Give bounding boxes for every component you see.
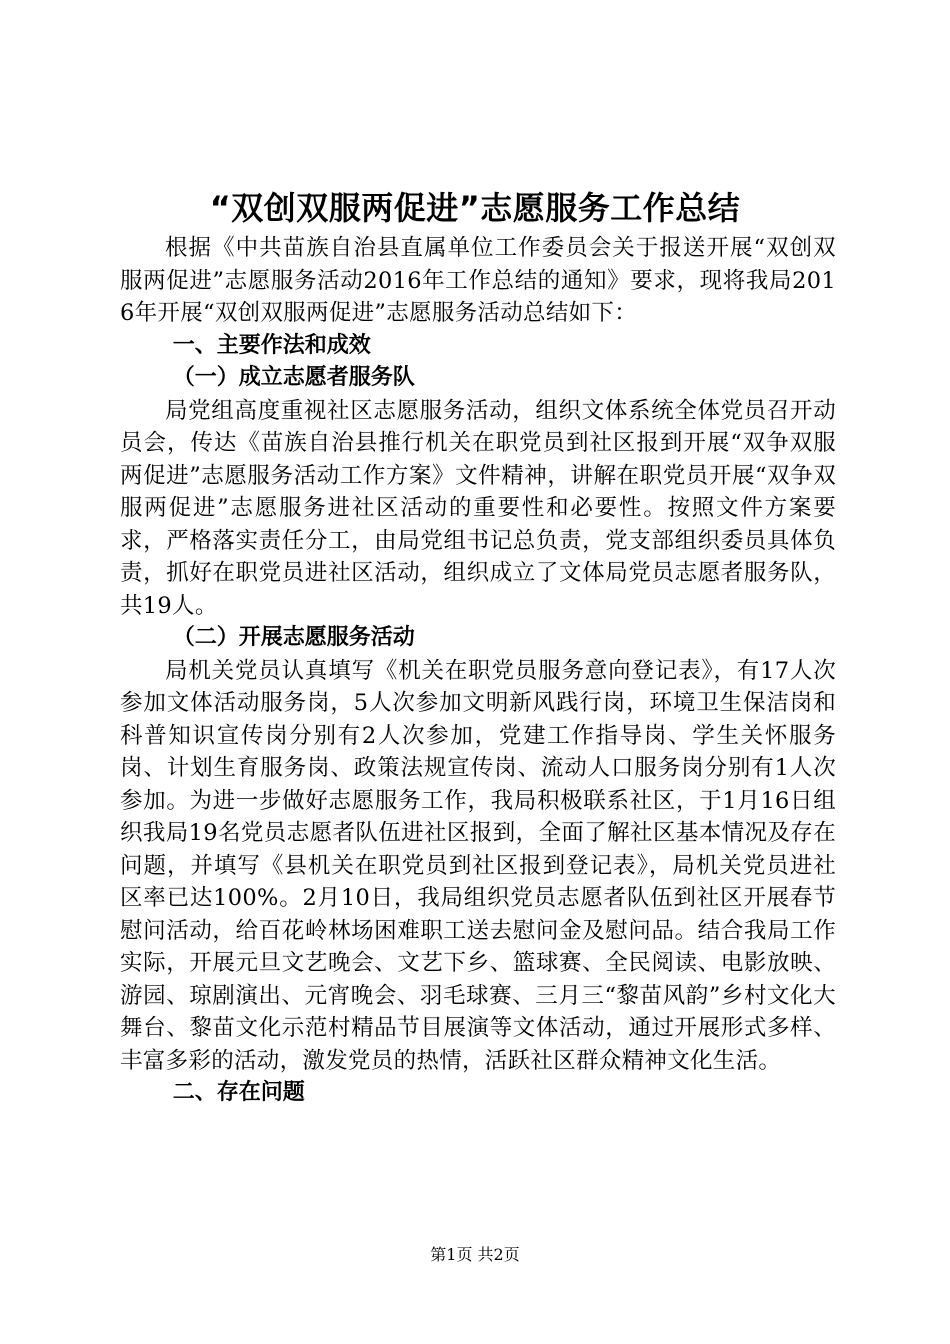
document-body (120, 232, 836, 1110)
subsection-heading-service-activities: （二）开展志愿服务活动 (172, 625, 415, 650)
page-number-footer: 第1页 共2页 (430, 1245, 520, 1264)
volunteer-team-paragraph: 局党组高度重视社区志愿服务活动，组织文体系统全体党员召开动员会，传达《苗族自治县推行机关在职党员到社区报到开展“双争双服两促进”志愿服务活动工作方案》文件精神，讲解在职党员开展“双争双服两促进”志愿服务进社区活动的重要性和必要性。按照文件方案要求，严格落实责任分工，由局党组书记总负责，党支部组织委员具体负责，抓好在职党员进社区活动，组织成立了文体局党员志愿者服务队，共19人。 (120, 397, 836, 619)
document-title: “双创双服两促进”志愿服务工作总结 (209, 189, 741, 227)
section-heading-problems: 二、存在问题 (172, 1080, 305, 1105)
subsection-heading-volunteer-team: （一）成立志愿者服务队 (172, 365, 415, 390)
service-activities-paragraph: 局机关党员认真填写《机关在职党员服务意向登记表》，有17人次参加文体活动服务岗，5人次参加文明新风践行岗，环境卫生保洁岗和科普知识宣传岗分别有2人次参加，党建工作指导岗、学生关怀服务岗、计划生育服务岗、政策法规宣传岗、流动人口服务岗分别有1人次参加。为进一步做好志愿服务工作，我局积极联系社区，于1月16日组织我局19名党员志愿者队伍进社区报到，全面了解社区基本情况及存在问题，并填写《县机关在职党员到社区报到登记表》，局机关党员进社区率已达100%。2月10日，我局组织党员志愿者队伍到社区开展春节慰问活动，给百花岭林场困难职工送去慰问金及慰问品。结合我局工作实际，开展元旦文艺晚会、文艺下乡、篮球赛、全民阅读、电影放映、游园、琼剧演出、元宵晚会、羽毛球赛、三月三“黎苗风韵”乡村文化大舞台、黎苗文化示范村精品节目展演等文体活动，通过开展形式多样、丰富多彩的活动，激发党员的热情，活跃社区群众精神文化生活。 (120, 657, 836, 1074)
intro-paragraph: 根据《中共苗族自治县直属单位工作委员会关于报送开展“双创双服两促进”志愿服务活动2016年工作总结的通知》要求，现将我局2016年开展“双创双服两促进”志愿服务活动总结如下： (120, 235, 836, 326)
section-heading-main-practices: 一、主要作法和成效 (172, 332, 371, 358)
